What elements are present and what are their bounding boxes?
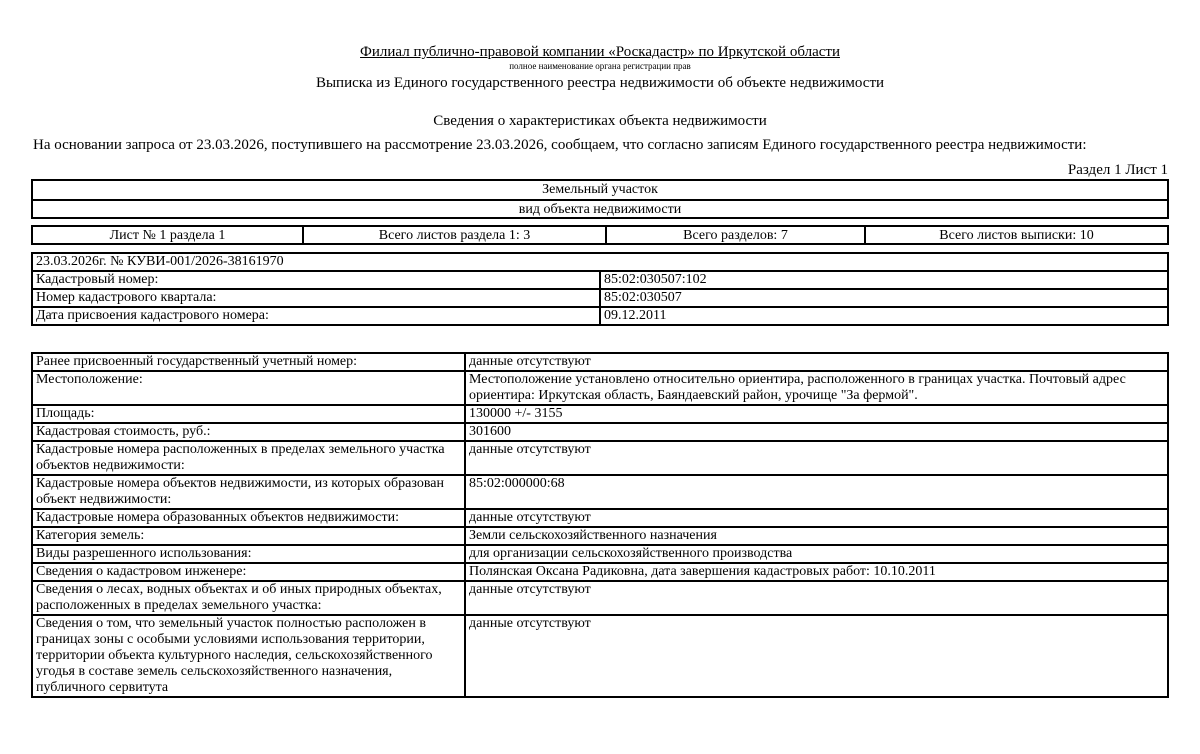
- detail-label: Местоположение:: [32, 371, 465, 405]
- basis-text: На основании запроса от 23.03.2026, поступившего на рассмотрение 23.03.2026, сообщаем, что согласно записям Единого государственного реестра недвижимости:: [33, 137, 1087, 153]
- cadastral-number-value: 85:02:030507:102: [600, 271, 1168, 289]
- detail-value: 85:02:000000:68: [465, 475, 1168, 509]
- cadastral-quarter-value: 85:02:030507: [600, 289, 1168, 307]
- detail-label: Сведения о кадастровом инженере:: [32, 563, 465, 581]
- document-subtitle: Сведения о характеристиках объекта недвижимости: [433, 113, 767, 129]
- detail-value: 130000 +/- 3155: [465, 405, 1168, 423]
- detail-value: для организации сельскохозяйственного производства: [465, 545, 1168, 563]
- detail-value: данные отсутствуют: [465, 615, 1168, 697]
- detail-label: Сведения о лесах, водных объектах и об иных природных объектах, расположенных в пределах земельного участка:: [32, 581, 465, 615]
- detail-label: Кадастровые номера образованных объектов недвижимости:: [32, 509, 465, 527]
- table-row: [32, 289, 1168, 307]
- table-row: [32, 423, 1168, 441]
- table-row: [32, 475, 1168, 509]
- table-row: [32, 615, 1168, 697]
- sheet-of-section: Лист № 1 раздела 1: [109, 228, 226, 243]
- cadastral-quarter-label: Номер кадастрового квартала:: [32, 289, 600, 307]
- assignment-date-value: 09.12.2011: [600, 307, 1168, 325]
- table-row: [32, 581, 1168, 615]
- detail-label: Кадастровая стоимость, руб.:: [32, 423, 465, 441]
- detail-value: 301600: [465, 423, 1168, 441]
- total-section-sheets: Всего листов раздела 1: 3: [302, 227, 605, 243]
- object-type-box: [31, 179, 1169, 219]
- detail-label: Кадастровые номера расположенных в пределах земельного участка объектов недвижимости:: [32, 441, 465, 475]
- detail-label: Площадь:: [32, 405, 465, 423]
- detail-value: данные отсутствуют: [465, 441, 1168, 475]
- total-sections: Всего разделов: 7: [605, 227, 864, 243]
- record-table: [31, 252, 1169, 326]
- object-type: Земельный участок: [542, 182, 658, 197]
- record-number: 23.03.2026г. № КУВИ-001/2026-38161970: [32, 253, 1168, 271]
- table-row: [32, 545, 1168, 563]
- detail-value: Полянская Оксана Радиковна, дата завершения кадастровых работ: 10.10.2011: [465, 563, 1168, 581]
- table-row: [32, 563, 1168, 581]
- table-row: [32, 253, 1168, 271]
- detail-label: Кадастровые номера объектов недвижимости, из которых образован объект недвижимости:: [32, 475, 465, 509]
- organization-name: Филиал публично-правовой компании «Роскадастр» по Иркутской области: [360, 44, 840, 60]
- sheets-info-box: [31, 225, 1169, 245]
- table-row: [32, 405, 1168, 423]
- document-title: Выписка из Единого государственного реестра недвижимости об объекте недвижимости: [315, 75, 885, 91]
- total-sheets: Всего листов выписки: 10: [864, 227, 1167, 243]
- details-table: [31, 352, 1169, 698]
- detail-label: Ранее присвоенный государственный учетный номер:: [32, 353, 465, 371]
- table-row: [32, 509, 1168, 527]
- section-sheet-label: Раздел 1 Лист 1: [1067, 162, 1168, 178]
- detail-value: данные отсутствуют: [465, 581, 1168, 615]
- table-row: [32, 353, 1168, 371]
- table-row: [32, 271, 1168, 289]
- cadastral-number-label: Кадастровый номер:: [32, 271, 600, 289]
- detail-value: данные отсутствуют: [465, 509, 1168, 527]
- detail-value: Земли сельскохозяйственного назначения: [465, 527, 1168, 545]
- object-type-caption: вид объекта недвижимости: [518, 202, 682, 217]
- table-row: [32, 307, 1168, 325]
- table-row: [32, 371, 1168, 405]
- detail-label: Сведения о том, что земельный участок полностью расположен в границах зоны с особыми условиями использования территории, территории объекта культурного наследия, сельскохозяйственного угодья в составе земель сельскохозяйственного назначения, публичного сервитута: [32, 615, 465, 697]
- assignment-date-label: Дата присвоения кадастрового номера:: [32, 307, 600, 325]
- detail-value: Местоположение установлено относительно ориентира, расположенного в границах участка. Почтовый адрес ориентира: Иркутская область, Баяндаевский район, урочище "За фермой".: [465, 371, 1168, 405]
- table-row: [32, 441, 1168, 475]
- table-row: [32, 527, 1168, 545]
- detail-label: Виды разрешенного использования:: [32, 545, 465, 563]
- detail-label: Категория земель:: [32, 527, 465, 545]
- organization-caption: полное наименование органа регистрации прав: [509, 61, 691, 71]
- detail-value: данные отсутствуют: [465, 353, 1168, 371]
